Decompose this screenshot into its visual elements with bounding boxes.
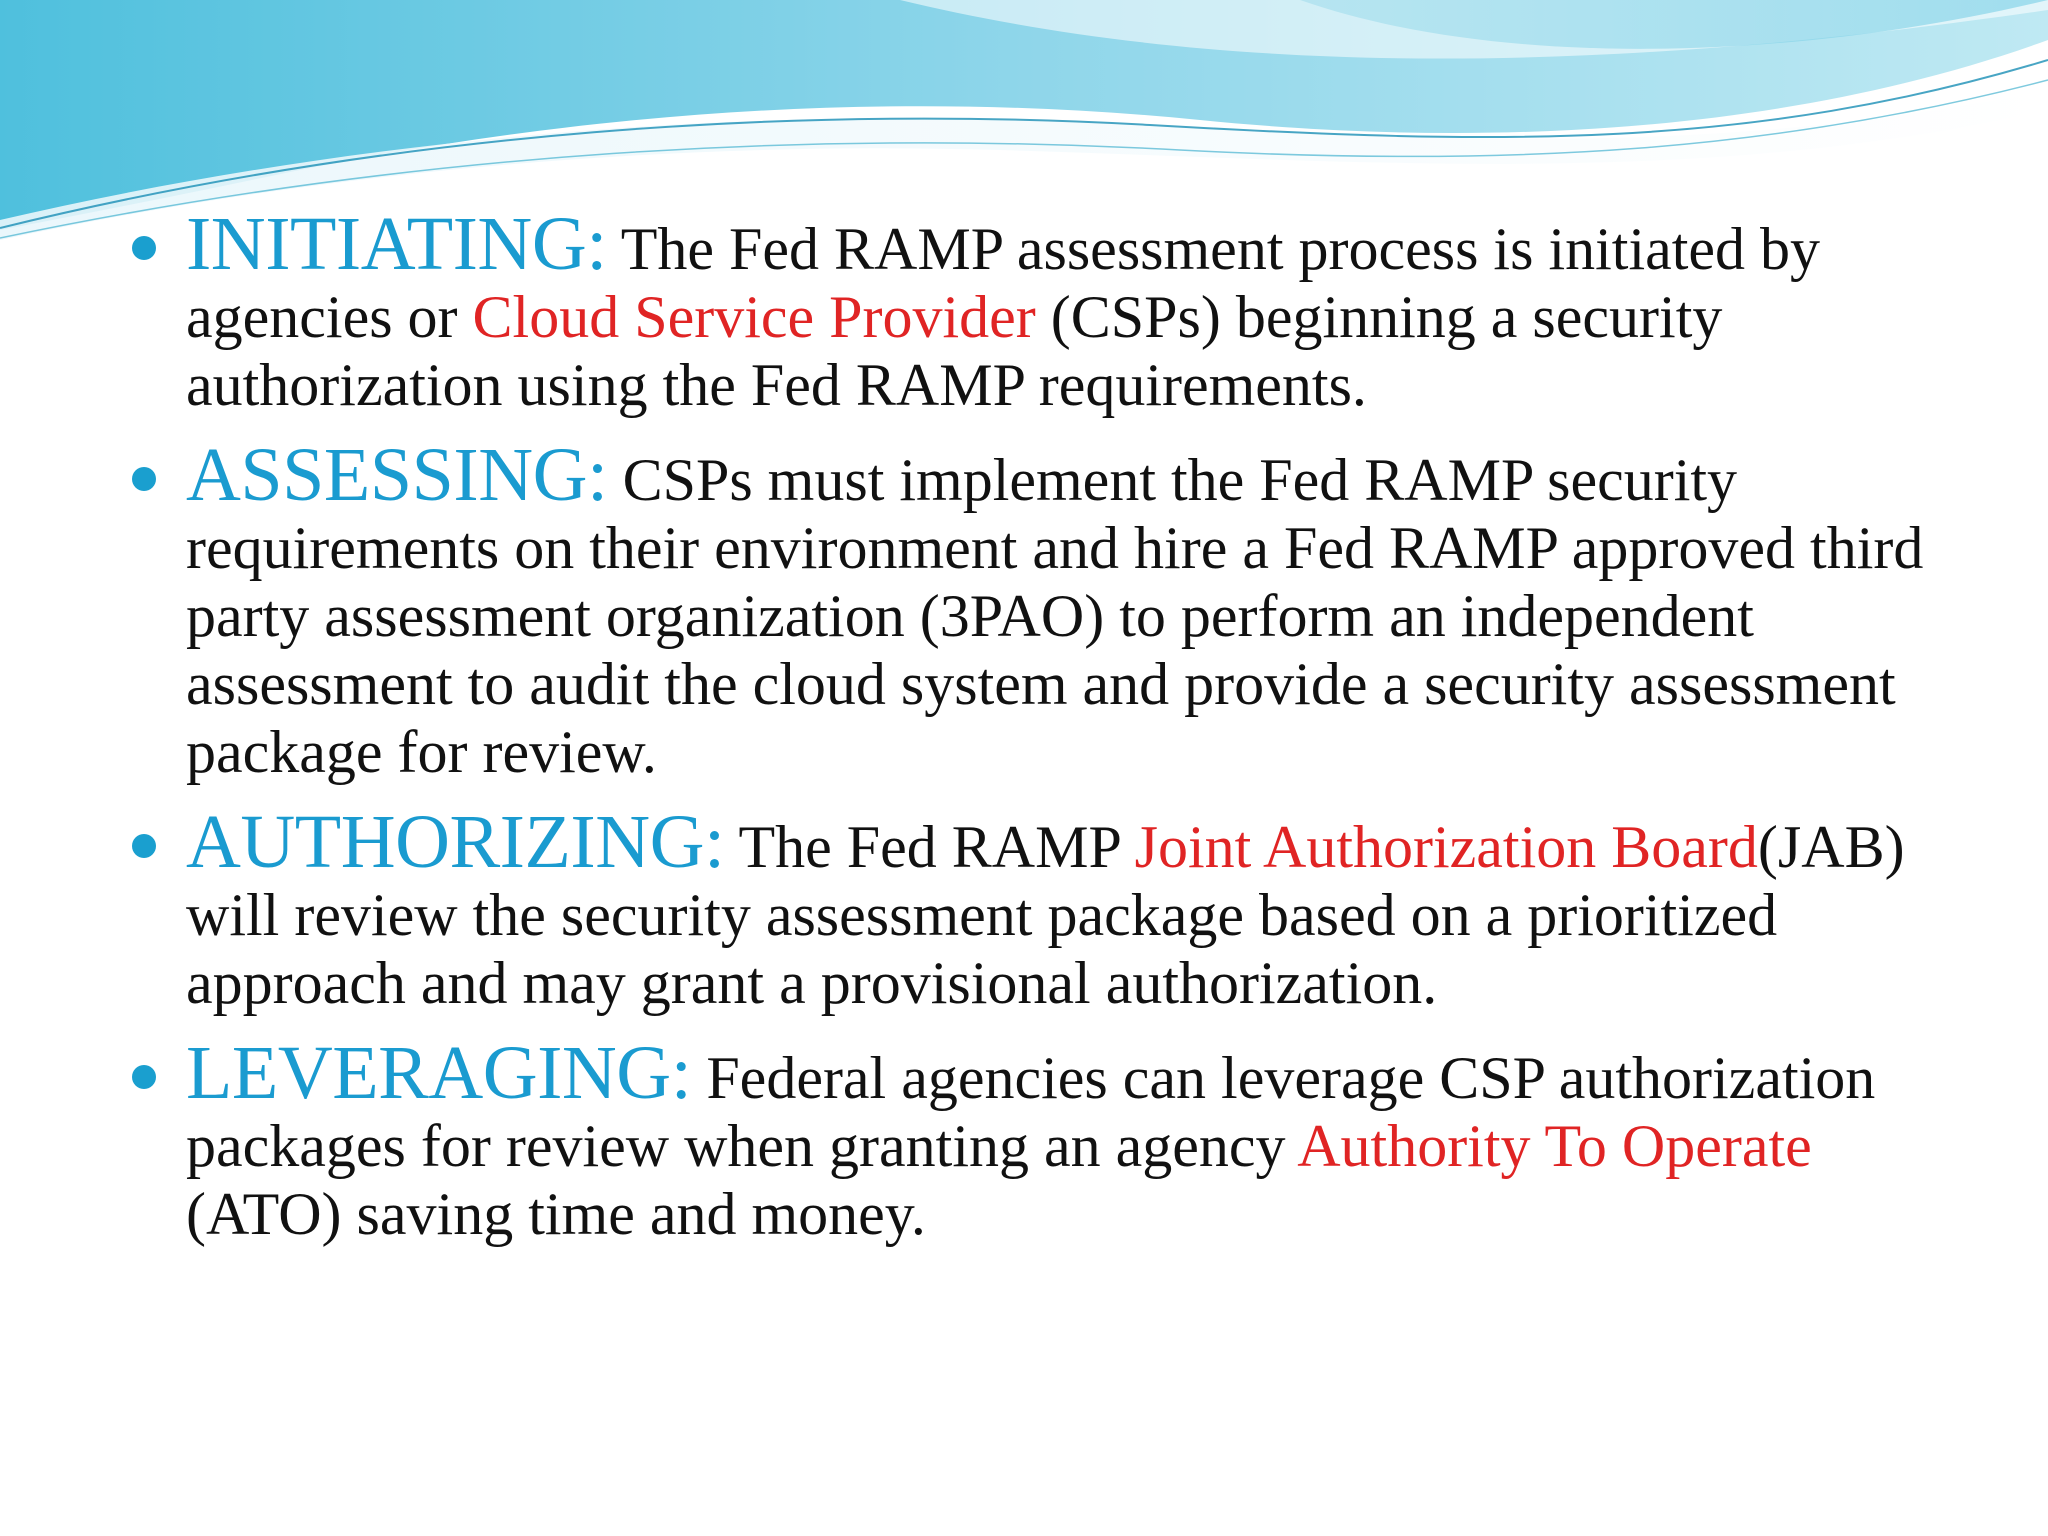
bullet-heading: AUTHORIZING: — [186, 800, 725, 884]
bullet-text: (JAB) will review the security assessment package based on a prioritized approach and may grant a provisional authorization. — [186, 814, 1905, 1016]
bullet-heading: INITIATING: — [186, 202, 607, 286]
bullet-dot-icon — [132, 1065, 156, 1089]
bullet-dot-icon — [132, 467, 156, 491]
bullet-heading: LEVERAGING: — [186, 1031, 692, 1115]
bullet-assessing — [130, 433, 1930, 786]
bullet-dot-icon — [132, 236, 156, 260]
bullet-leveraging — [130, 1031, 1930, 1248]
bullet-list — [130, 202, 1930, 1270]
bullet-authorizing — [130, 800, 1930, 1017]
bullet-initiating — [130, 202, 1930, 419]
bullet-dot-icon — [132, 834, 156, 858]
bullet-emphasis: Cloud Service Provider — [472, 284, 1036, 350]
bullet-text: CSPs must implement the Fed RAMP security requirements on their environment and hire a Fed RAMP approved third party assessment organization (3PAO) to perform an independent assessment to audit the cloud system and provide a security assessment package for review. — [186, 447, 1924, 785]
bullet-text: (ATO) saving time and money. — [186, 1181, 926, 1247]
bullet-emphasis: Authority To Operate — [1297, 1113, 1812, 1179]
bullet-text: The Fed RAMP — [724, 814, 1135, 880]
bullet-emphasis: Joint Authorization Board — [1134, 814, 1758, 880]
bullet-text: The Fed RAMP assessment process is initiated by agencies or — [186, 216, 1821, 350]
bullet-text: (CSPs) beginning a security authorization using the Fed RAMP requirements. — [186, 284, 1723, 418]
bullet-text: Federal agencies can leverage CSP authorization packages for review when granting an agency — [186, 1045, 1876, 1179]
bullet-heading: ASSESSING: — [186, 433, 608, 517]
